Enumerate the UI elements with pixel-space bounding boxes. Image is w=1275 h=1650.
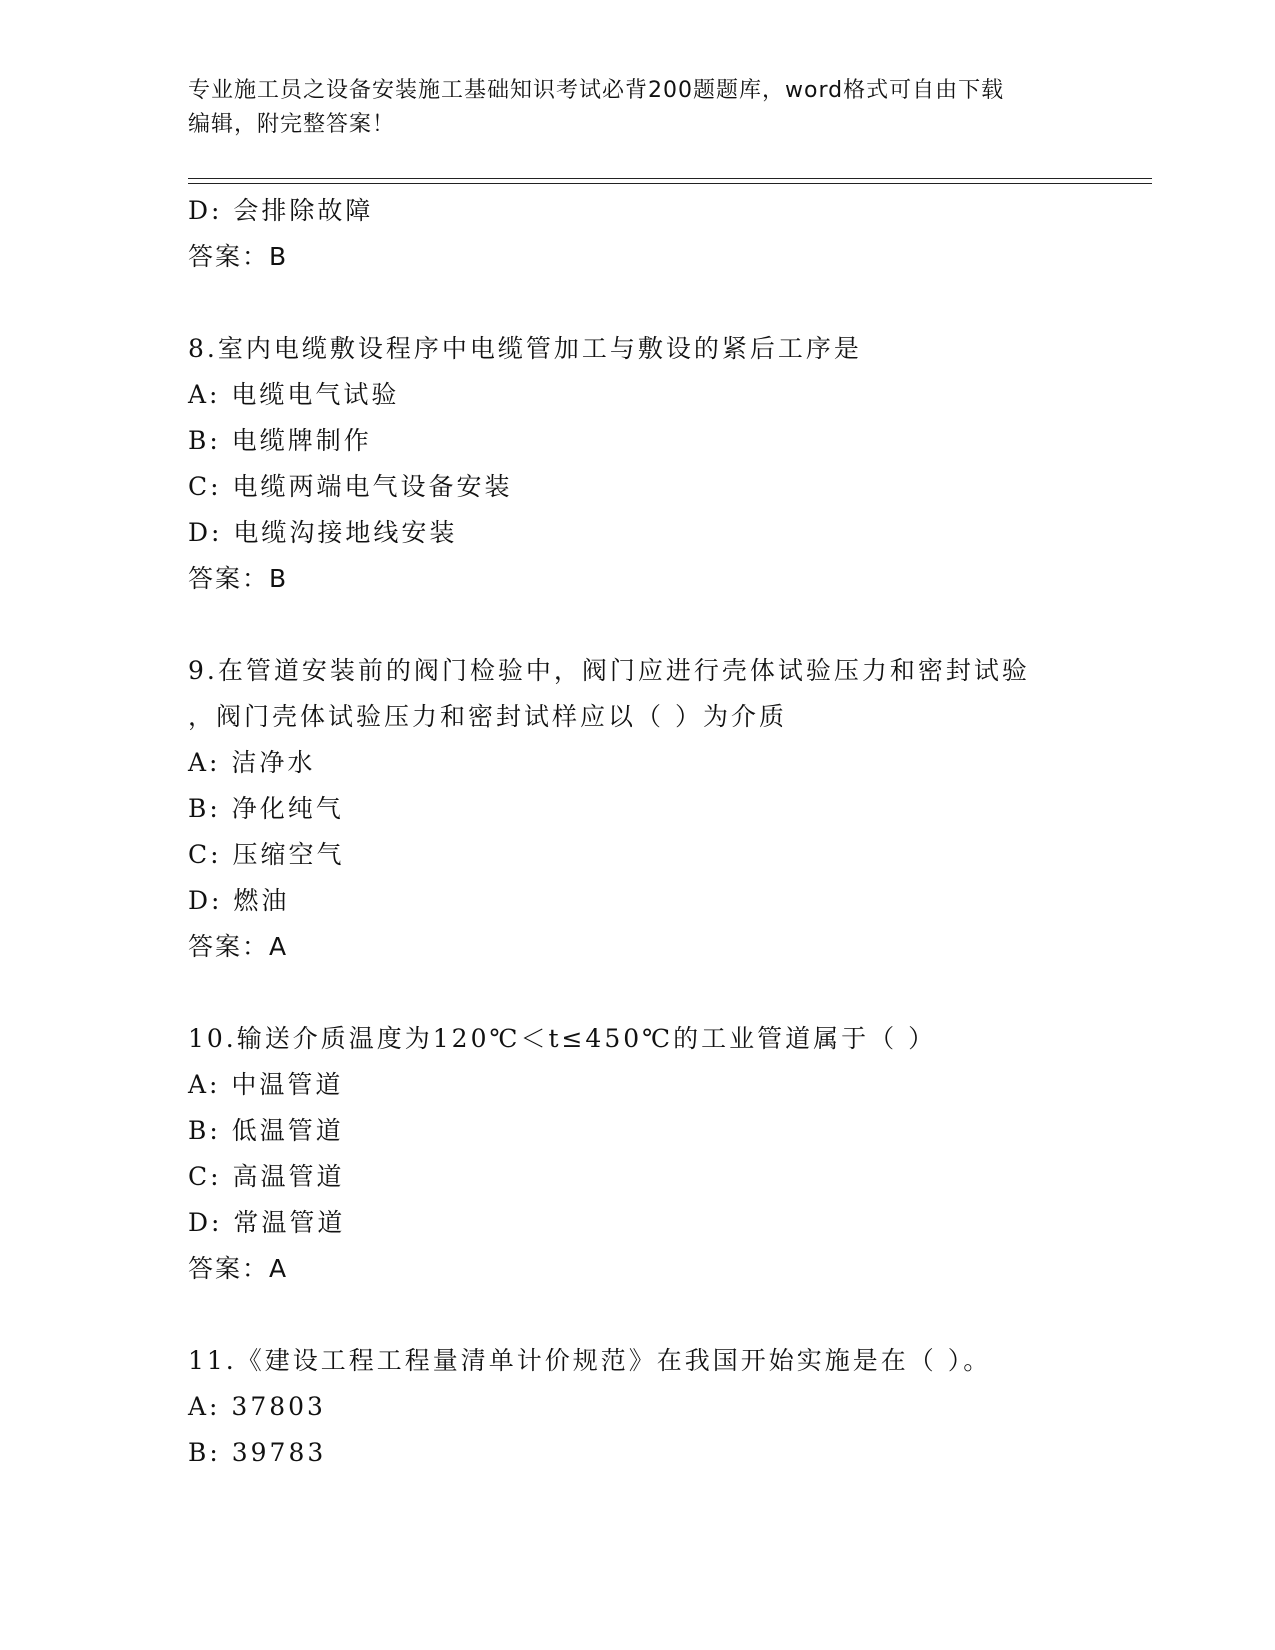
q10-option-d: D: 常温管道 bbox=[188, 1208, 346, 1237]
q8-question: 8.室内电缆敷设程序中电缆管加工与敷设的紧后工序是 bbox=[188, 334, 862, 363]
q7-option-d: D: 会排除故障 bbox=[188, 196, 374, 225]
header-title-line-1: 专业施工员之设备安装施工基础知识考试必背200题题库，word格式可自由下载 bbox=[188, 78, 1005, 103]
spacer bbox=[188, 280, 1088, 326]
q8-option-b: B: 电缆牌制作 bbox=[188, 426, 372, 455]
header-divider-top bbox=[188, 178, 1152, 179]
question-8 bbox=[188, 326, 1088, 602]
spacer bbox=[188, 970, 1088, 1016]
q9-question-line-2: ，阀门壳体试验压力和密封试样应以（ ）为介质 bbox=[188, 702, 787, 731]
question-10 bbox=[188, 1016, 1088, 1292]
question-11 bbox=[188, 1338, 1088, 1476]
header-divider-bottom bbox=[188, 183, 1152, 184]
header-title-line-2: 编辑，附完整答案！ bbox=[188, 112, 396, 137]
q10-question: 10.输送介质温度为120℃＜t≤450℃的工业管道属于（ ） bbox=[188, 1024, 937, 1053]
q10-answer: 答案：A bbox=[188, 1254, 289, 1283]
q10-option-a: A: 中温管道 bbox=[188, 1070, 344, 1099]
q9-option-c: C: 压缩空气 bbox=[188, 840, 345, 869]
q9-answer: 答案：A bbox=[188, 932, 289, 961]
q9-option-b: B: 净化纯气 bbox=[188, 794, 344, 823]
q7-answer: 答案：B bbox=[188, 242, 289, 271]
q8-option-a: A: 电缆电气试验 bbox=[188, 380, 400, 409]
q8-option-d: D: 电缆沟接地线安装 bbox=[188, 518, 458, 547]
question-list bbox=[188, 188, 1088, 1476]
spacer bbox=[188, 602, 1088, 648]
question-9 bbox=[188, 648, 1088, 970]
q10-option-c: C: 高温管道 bbox=[188, 1162, 345, 1191]
q11-option-a: A: 37803 bbox=[188, 1392, 326, 1421]
q9-option-a: A: 洁净水 bbox=[188, 748, 316, 777]
spacer bbox=[188, 1292, 1088, 1338]
question-7-tail bbox=[188, 188, 1088, 280]
q9-option-d: D: 燃油 bbox=[188, 886, 290, 915]
q8-answer: 答案：B bbox=[188, 564, 289, 593]
q9-question-line-1: 9.在管道安装前的阀门检验中，阀门应进行壳体试验压力和密封试验 bbox=[188, 656, 1030, 685]
q8-option-c: C: 电缆两端电气设备安装 bbox=[188, 472, 513, 501]
q10-option-b: B: 低温管道 bbox=[188, 1116, 344, 1145]
q11-option-b: B: 39783 bbox=[188, 1438, 327, 1467]
document-header bbox=[188, 74, 1068, 142]
q11-question: 11.《建设工程工程量清单计价规范》在我国开始实施是在（ ）。 bbox=[188, 1346, 992, 1375]
